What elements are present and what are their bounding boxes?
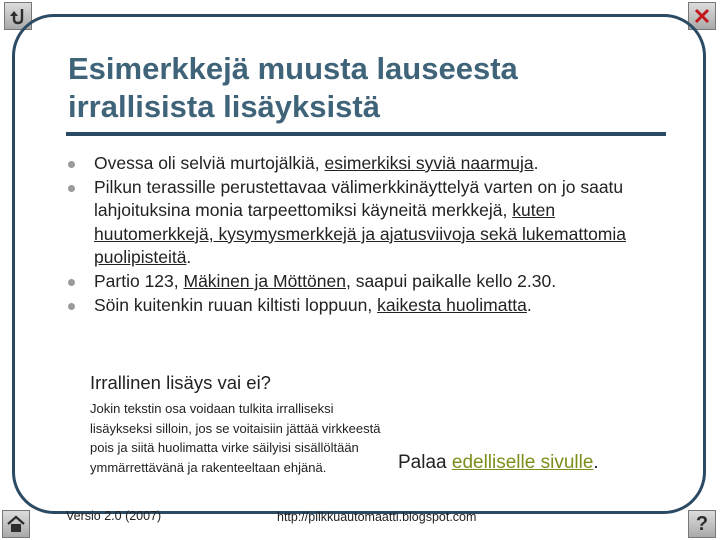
- bullet-icon: [68, 185, 75, 192]
- list-item-underlined: kuten huutomerkkejä, kysymysmerkkejä ja ajatusviivoja sekä lukemattomia puolipisteitä: [94, 200, 627, 268]
- list-item-text: Partio 123,: [94, 270, 184, 291]
- list-item-text: .: [526, 294, 532, 315]
- list-item: [68, 294, 678, 318]
- list-item-text: Pilkun terassille perustettavaa välimerkkinäyttelyä varten on jo saatu lahjoituksina monia tarpeettomiksi käyneitä merkkejä,: [94, 176, 624, 221]
- list-item: [68, 176, 678, 270]
- help-button[interactable]: [688, 510, 716, 538]
- list-item: [68, 152, 678, 176]
- question-heading: Irrallinen lisäys vai ei?: [90, 372, 271, 393]
- list-item-underlined: esimerkiksi syviä naarmuja: [324, 153, 534, 173]
- close-icon: [693, 7, 711, 25]
- list-item-text: .: [186, 247, 192, 268]
- list-item: [68, 270, 678, 294]
- back-suffix: .: [593, 452, 599, 473]
- back-link-line: [398, 452, 599, 474]
- page-title: [68, 50, 668, 126]
- home-icon: [6, 514, 26, 534]
- bullet-icon: [68, 303, 75, 310]
- list-item-underlined: kaikesta huolimatta: [377, 294, 527, 315]
- title-line-2: irrallisista lisäyksistä: [68, 89, 380, 124]
- example-list: [68, 152, 678, 317]
- undo-arrow-icon: [8, 6, 28, 26]
- title-line-1: Esimerkkejä muusta lauseesta: [68, 51, 518, 86]
- list-item-text: , saapui paikalle kello 2.30.: [345, 270, 557, 291]
- previous-page-link[interactable]: edelliselle sivulle: [451, 452, 594, 473]
- version-label: Versio 2.0 (2007): [66, 509, 162, 523]
- home-button[interactable]: [2, 510, 30, 538]
- back-prefix: Palaa: [398, 452, 452, 473]
- list-item-text: Söin kuitenkin ruuan kiltisti loppuun,: [94, 294, 378, 315]
- bullet-icon: [68, 279, 75, 286]
- help-icon: ?: [695, 512, 709, 535]
- bullet-icon: [68, 161, 75, 168]
- definition-note: Jokin tekstin osa voidaan tulkita irralliseksi lisäykseksi silloin, jos se voitaisiin jättää virkkeestä pois ja siitä huolimatta virke säilyisi sisällöltään ymmärrettävänä ja rakenteeltaan ehjänä.: [90, 401, 381, 475]
- list-item-text: Ovessa oli selviä murtojälkiä,: [94, 153, 325, 173]
- blog-url: http://pilkkuautomaatti.blogspot.com: [277, 510, 477, 524]
- list-item-underlined: Mäkinen ja Möttönen: [183, 270, 346, 291]
- list-item-text: .: [533, 153, 539, 173]
- title-underline: [66, 132, 666, 136]
